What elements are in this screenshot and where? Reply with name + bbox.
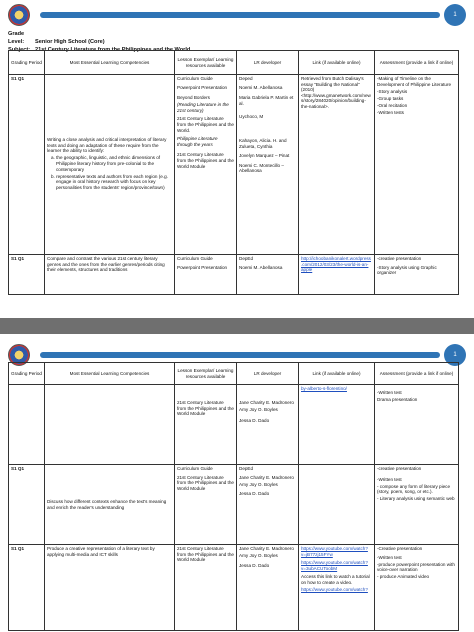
assessment-cell xyxy=(375,75,459,255)
developer-item: Amy Joy O. Boyles xyxy=(239,553,278,559)
developer-item: Jessa D. Dado xyxy=(239,417,270,423)
lr-item: Powerpoint Presentation xyxy=(177,264,228,270)
resource-link[interactable]: https://www.youtube.com/watch?v=jB77zj15FYw xyxy=(301,546,368,557)
link-cell xyxy=(299,385,375,465)
learning-resources-cell xyxy=(175,75,237,255)
header-lr-developer: LR developer xyxy=(237,51,299,75)
developer-item: Noemi M. Abellanosa xyxy=(239,264,283,270)
learning-resources-cell xyxy=(175,255,237,295)
competency-item-a: a. the geographic, linguistic, and ethnic dimensions of Philippine literary history from pre-colonial to the contemporary xyxy=(51,155,161,172)
assessment-item: -Written test xyxy=(377,390,402,395)
assessment-cell xyxy=(375,255,459,295)
lr-developer-cell xyxy=(237,75,299,255)
subject-label: Subject: xyxy=(8,47,31,53)
developer-item: Jane Charity E. Madronero xyxy=(239,400,294,405)
assessment-item: -produce powerpoint presentation with voice-over narration xyxy=(377,561,455,573)
lr-item: Powerpoint Presentation xyxy=(177,84,228,90)
developer-item: Jessa D. Dado xyxy=(239,491,270,497)
link-cell xyxy=(299,545,375,631)
developer-item: Jovelyn Marquez – Pinat xyxy=(239,153,290,159)
lr-item: Philippine Literature through the years xyxy=(177,136,218,147)
assessment-cell xyxy=(375,385,459,465)
link-cell xyxy=(299,255,375,295)
assessment-cell xyxy=(375,545,459,631)
table-row xyxy=(9,75,459,255)
assessment-item: -Story analysis xyxy=(377,88,408,94)
lr-item: Curriculum Guide xyxy=(177,76,213,81)
developer-item: Uychoco, M xyxy=(239,114,264,120)
lr-item: (Reading Literature in the 21st century) xyxy=(177,102,229,113)
competency-item-b: b. representative texts and authors from each region (e.g. engage in oral history research with focus on key personalities from the students' region/province/town) xyxy=(51,173,168,190)
lr-developer-cell xyxy=(237,545,299,631)
deped-seal-logo xyxy=(8,4,30,26)
assessment-item: -creative presentation xyxy=(377,466,422,471)
competency-cell xyxy=(45,75,175,255)
header-lesson-exemplar: Lesson Exemplar/ Learning resources available xyxy=(175,363,237,385)
grading-period-cell xyxy=(9,385,45,465)
assessment-item: -Making of Timeline on the Development of Philippine Literature xyxy=(377,76,452,87)
assessment-item: -Written test xyxy=(377,476,402,482)
competency-intro: Writing a close analysis and critical interpretation of literary texts and doing an adaptation of these require from the learner the ability to identify: xyxy=(47,137,167,154)
table-row xyxy=(9,385,459,465)
resource-link[interactable]: https://www.youtube.com/watch? xyxy=(301,587,368,593)
lr-developer-cell xyxy=(237,385,299,465)
melc-table-2 xyxy=(8,362,459,631)
table-header-row xyxy=(9,51,459,75)
header-competencies: Most Essential Learning Competencies xyxy=(45,363,175,385)
lr-item: 21st Century Literature from the Philippines and the World Module xyxy=(177,546,234,563)
header-lr-developer: LR developer xyxy=(237,363,299,385)
competency-cell: Compare and contrast the various 21st century literary genres and the ones from the earlier genres/periods citing their elements, structures and traditions xyxy=(45,255,175,295)
grade-level-value: Senior High School (Core) xyxy=(35,39,105,45)
developer-item: Amy Joy O. Boyles xyxy=(239,481,278,487)
header-link: Link (if available online) xyxy=(299,363,375,385)
developer-item: Noemi C. Montecillo – Abellanosa xyxy=(239,162,284,174)
header-grading-period: Grading Period xyxy=(9,363,45,385)
developer-item: Amy Joy O. Boyles xyxy=(239,407,278,413)
assessment-item: - Literary analysis using semantic web xyxy=(377,496,455,502)
assessment-item: -Oral recitation xyxy=(377,102,408,108)
assessment-item: -Written test xyxy=(377,554,402,560)
page-number: 1 xyxy=(453,352,457,358)
page-number-badge xyxy=(444,4,466,26)
lr-item: Curriculum Guide xyxy=(177,256,213,261)
header-blue-bar xyxy=(40,352,440,358)
developer-item: Noemi M. Abellanosa xyxy=(239,84,283,90)
developer-item: DepEd xyxy=(239,466,254,471)
assessment-item: - produce Animated video xyxy=(377,574,430,580)
lr-item: 21st Century Literature from the Philippines and the World Module xyxy=(177,152,234,169)
lr-developer-cell xyxy=(237,255,299,295)
resource-link[interactable]: https://www.youtube.com/watch?v=3ubACUToobM xyxy=(301,560,368,571)
assessment-item: - compose any form of literary piece (story, poem, song, or etc.). xyxy=(377,483,451,495)
assessment-item: -Creative presentation xyxy=(377,546,423,551)
developer-item: Maria Gabriela P. Martin et al. xyxy=(239,95,294,106)
developer-item: Jane Charity E. Madronero xyxy=(239,474,294,480)
subject-value: 21st Century Literature from the Philippines and the World xyxy=(35,47,191,53)
lr-developer-cell xyxy=(237,465,299,545)
header-grading-period: Grading Period xyxy=(9,51,45,75)
table-row xyxy=(9,465,459,545)
grading-period-cell: S1 Q1 xyxy=(9,255,45,295)
developer-item: DepEd xyxy=(239,256,254,261)
lr-item: Beyond Borders xyxy=(177,95,210,101)
header-assessment: Assessment (provide a link if online) xyxy=(375,51,459,75)
lr-item: 21st Century Literature from the Philippines and the World Module xyxy=(177,400,234,417)
header-blue-bar xyxy=(40,12,440,18)
table-row xyxy=(9,255,459,295)
learning-resources-cell xyxy=(175,385,237,465)
assessment-item: -Story analysis using Graphic organizer xyxy=(377,264,437,276)
assessment-item: -creative presentation xyxy=(377,256,422,261)
assessment-item: Drama presentation xyxy=(377,397,418,403)
link-text: Retrieved from Butch Dalisay's essay "Building the National" (2010) <http://www.gmanetwork.com/news/story/284020/opinion/building-the-national>. xyxy=(301,76,371,109)
link-cell xyxy=(299,75,375,255)
header-competencies: Most Essential Learning Competencies xyxy=(45,51,175,75)
table-header-row xyxy=(9,363,459,385)
grade-level-label: Grade Level: xyxy=(8,31,25,45)
resource-link[interactable]: by-alberto-s-florentino/ xyxy=(301,386,347,391)
header-assessment: Assessment (provide a link if online) xyxy=(375,363,459,385)
developer-item: Jessa D. Dado xyxy=(239,562,270,568)
learning-resources-cell xyxy=(175,545,237,631)
developer-item: Deped xyxy=(239,76,253,81)
assessment-item: -Written tests xyxy=(377,109,404,115)
grading-period-cell: S1 Q1 xyxy=(9,75,45,255)
table-row xyxy=(9,545,459,631)
resource-link[interactable]: http://ichoobanikonalert.wordpress.com/2012/03/23/the-world-is-an-apple xyxy=(301,256,371,273)
competency-cell: Discuss how different contexts enhance the text's meaning and enrich the reader's understanding xyxy=(45,465,175,545)
learning-resources-cell xyxy=(175,465,237,545)
grading-period-cell: S1 Q1 xyxy=(9,545,45,631)
lr-item: 21st Century Literature from the Philippines and the World. xyxy=(177,116,234,133)
assessment-item: -Group tasks xyxy=(377,95,404,101)
header-lesson-exemplar: Lesson Exemplar/ Learning resources available xyxy=(175,51,237,75)
competency-cell xyxy=(45,385,175,465)
developer-item: Jane Charity E. Madronero xyxy=(239,546,294,551)
link-cell xyxy=(299,465,375,545)
developer-item: Kahayon, Alicia. H. and Zulueta, Cynthia xyxy=(239,137,287,149)
page-number: 1 xyxy=(453,12,457,18)
melc-table-1 xyxy=(8,50,459,295)
competency-cell: Produce a creative representation of a literary text by applying multi-media and ICT skills xyxy=(45,545,175,631)
header-link: Link (if available online) xyxy=(299,51,375,75)
document-page-2 xyxy=(0,334,474,632)
link-note: Access this link to watch a tutorial on how to create a video. xyxy=(301,574,370,585)
grading-period-cell: S1 Q1 xyxy=(9,465,45,545)
assessment-cell xyxy=(375,465,459,545)
lr-item: 21st Century Literature from the Philippines and the World Module xyxy=(177,474,234,491)
lr-item: Curriculum Guide xyxy=(177,466,213,471)
